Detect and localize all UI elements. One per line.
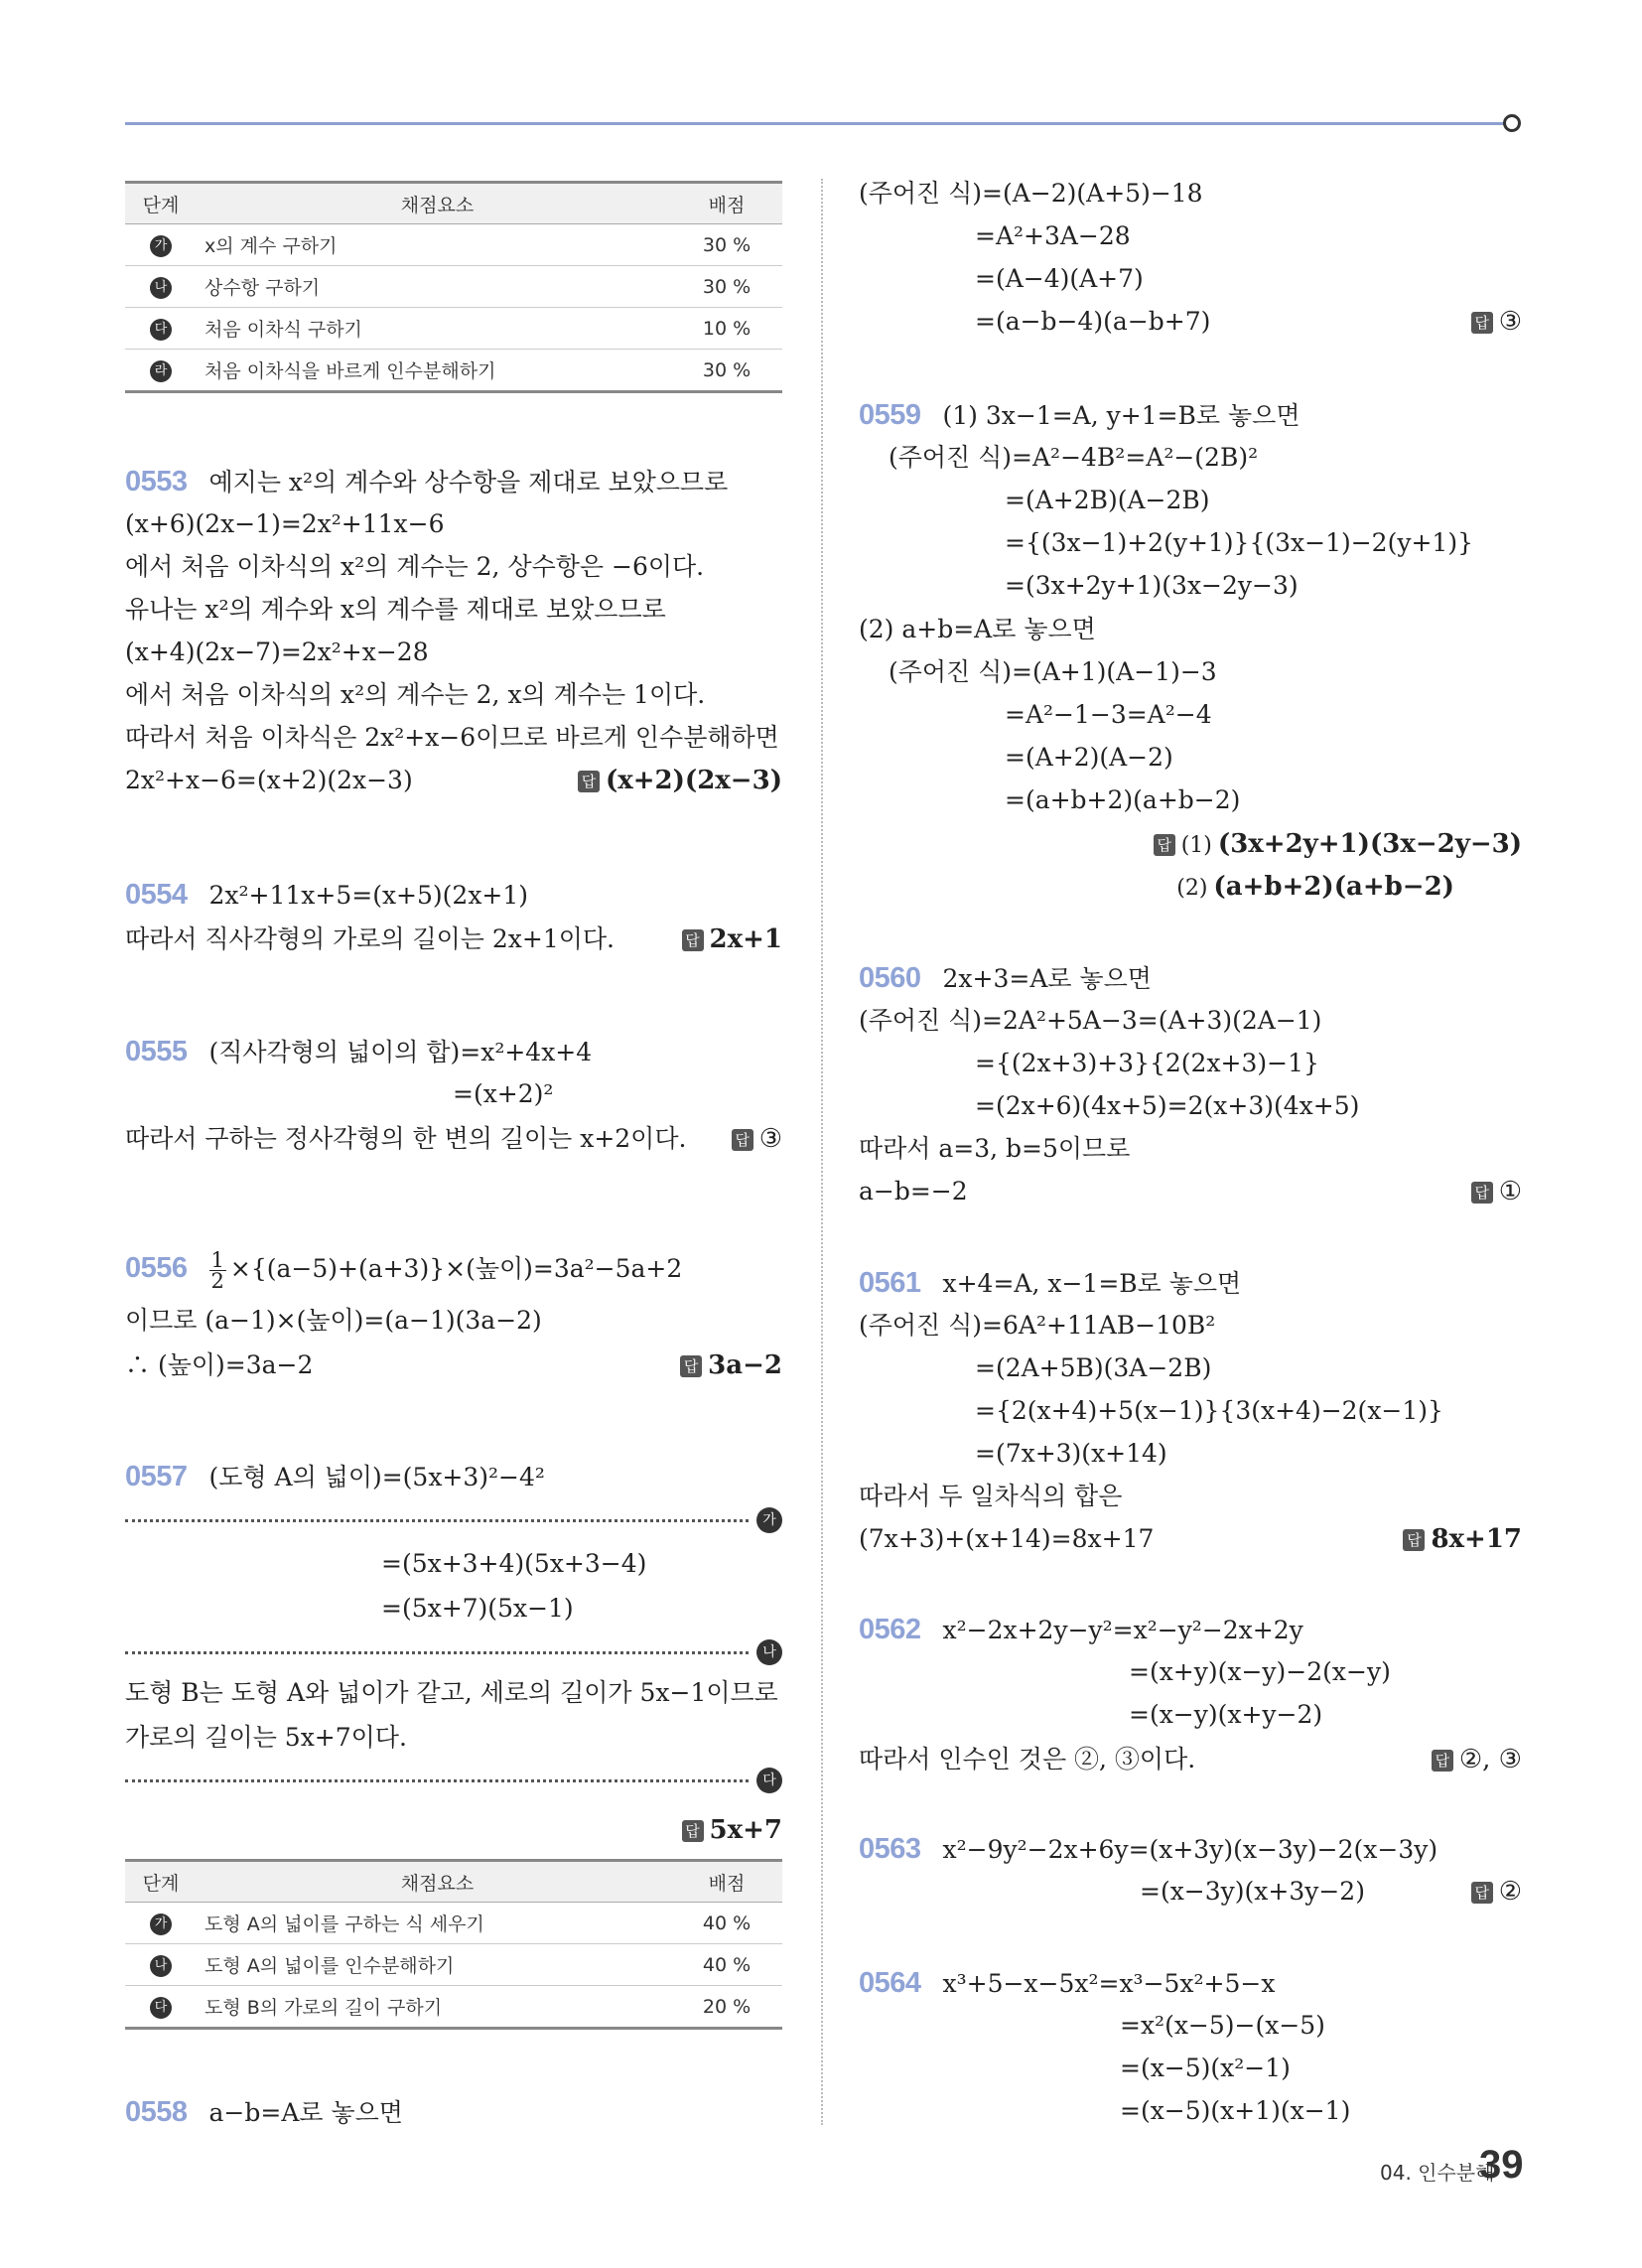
problem-number: 0558: [125, 2096, 188, 2128]
table-cell: 상수항 구하기: [197, 266, 671, 308]
problem-0564-line: 0564 x³+5−x−5x²=x³−5x²+5−x: [859, 1967, 1276, 1999]
problem-0553-line: 에서 처음 이차식의 x²의 계수는 2, x의 계수는 1이다.: [125, 680, 706, 709]
problem-0560-line: 0560 2x+3=A로 놓으면: [859, 962, 1152, 994]
problem-0556-line: 이므로 (a−1)×(높이)=(a−1)(3a−2): [125, 1306, 542, 1335]
problem-0560-line: (주어진 식)=2A²+5A−3=(A+3)(2A−1): [859, 1006, 1322, 1035]
table-row: [125, 350, 782, 392]
answer-mark-icon: 답: [1471, 312, 1493, 334]
table-header: 단계: [125, 1861, 197, 1903]
step-badge: 가: [150, 235, 172, 257]
problem-0559-line: 0559 (1) 3x−1=A, y+1=B로 놓으면: [859, 399, 1300, 431]
problem-0559-line: =(3x+2y+1)(3x−2y−3): [1005, 571, 1299, 600]
problem-0557-line: 도형 B는 도형 A와 넓이가 같고, 세로의 길이가 5x−1이므로: [125, 1678, 778, 1707]
table-row: [125, 224, 782, 266]
problem-0555-line: 따라서 구하는 정사각형의 한 변의 길이는 x+2이다.: [125, 1124, 687, 1153]
problem-0553-line: 에서 처음 이차식의 x²의 계수는 2, 상수항은 −6이다.: [125, 552, 705, 581]
answer-mark-icon: 답: [682, 1820, 704, 1842]
problem-number: 0563: [859, 1833, 921, 1865]
problem-number: 0556: [125, 1252, 188, 1284]
problem-0559-line: =(a+b+2)(a+b−2): [1005, 785, 1241, 814]
table-cell: 도형 A의 넓이를 인수분해하기: [197, 1944, 671, 1986]
step-badge: 다: [150, 319, 172, 341]
problem-number: 0562: [859, 1614, 921, 1645]
problem-number: 0559: [859, 399, 921, 431]
problem-0560-line: a−b=−2: [859, 1177, 968, 1205]
problem-0562-line: =(x+y)(x−y)−2(x−y): [1129, 1657, 1391, 1686]
problem-0562-line: =(x−y)(x+y−2): [1129, 1700, 1323, 1729]
dotted-divider: [125, 1519, 749, 1522]
answer-0556: 답 3a−2: [680, 1348, 782, 1382]
problem-0557-line: 가로의 길이는 5x+7이다.: [125, 1723, 407, 1752]
problem-0561-line: =(7x+3)(x+14): [975, 1439, 1167, 1468]
problem-0553-line: 따라서 처음 이차식은 2x²+x−6이므로 바르게 인수분해하면: [125, 723, 779, 752]
answer-0559-1: 답 (1) (3x+2y+1)(3x−2y−3): [1154, 827, 1522, 863]
answer-0555: 답 ③: [732, 1122, 782, 1156]
problem-0562-line: 따라서 인수인 것은 ②, ③이다.: [859, 1745, 1196, 1773]
problem-0553-line: (x+6)(2x−1)=2x²+11x−6: [125, 509, 445, 538]
problem-0558-line: =A²+3A−28: [975, 221, 1131, 250]
table-cell: 30 %: [671, 350, 782, 392]
problem-0556-line: 0556 $\frac{1}{2}$ ×{(a−5)+(a+3)}×(높이)=3a²−5a+2: [125, 1248, 683, 1293]
problem-0559-line: =A²−1−3=A²−4: [1005, 700, 1212, 729]
page-number: 39: [1479, 2143, 1524, 2187]
table-cell: 10 %: [671, 308, 782, 350]
problem-0563-line: 0563 x²−9y²−2x+6y=(x+3y)(x−3y)−2(x−3y): [859, 1833, 1438, 1865]
problem-0554-line: 0554 2x²+11x+5=(x+5)(2x+1): [125, 879, 529, 911]
problem-0559-line: =(A+2B)(A−2B): [1005, 486, 1210, 514]
problem-0559-line: (주어진 식)=A²−4B²=A²−(2B)²: [889, 443, 1259, 472]
table-row: [125, 1944, 782, 1986]
answer-0563: 답 ②: [1471, 1875, 1522, 1909]
answer-mark-icon: 답: [1471, 1182, 1493, 1204]
table-cell: 40 %: [671, 1944, 782, 1986]
problem-0557-line: 0557 (도형 A의 넓이)=(5x+3)²−4²: [125, 1461, 545, 1492]
problem-0553-line: 0553 예지는 x²의 계수와 상수항을 제대로 보았으므로: [125, 466, 729, 497]
table-cell: 30 %: [671, 266, 782, 308]
table-cell: 40 %: [671, 1903, 782, 1944]
dotted-divider: [125, 1779, 749, 1782]
problem-number: 0564: [859, 1967, 921, 1999]
step-badge: 가: [150, 1914, 172, 1935]
step-badge: 가: [756, 1507, 782, 1533]
step-badge: 나: [150, 1955, 172, 1977]
answer-mark-icon: 답: [1432, 1750, 1453, 1772]
answer-0558: 답 ③: [1471, 305, 1522, 339]
problem-0561-line: 따라서 두 일차식의 합은: [859, 1482, 1123, 1510]
problem-0558-line: =(a−b−4)(a−b+7): [975, 307, 1211, 336]
answer-mark-icon: 답: [1471, 1882, 1493, 1904]
header-rule-end-dot: [1503, 114, 1521, 132]
answer-mark-icon: 답: [1403, 1529, 1425, 1551]
column-divider: [821, 179, 823, 2125]
table-row: [125, 1903, 782, 1944]
problem-0561-line: =(2A+5B)(3A−2B): [975, 1353, 1212, 1382]
problem-0554-line: 따라서 직사각형의 가로의 길이는 2x+1이다.: [125, 924, 615, 953]
problem-0553-line: (x+4)(2x−7)=2x²+x−28: [125, 638, 429, 666]
problem-0561-line: (주어진 식)=6A²+11AB−10B²: [859, 1311, 1216, 1340]
step-badge: 다: [756, 1768, 782, 1793]
problem-0558-line: =(A−4)(A+7): [975, 264, 1144, 293]
problem-0558-line: (주어진 식)=(A−2)(A+5)−18: [859, 179, 1203, 208]
problem-0559-line: ={(3x−1)+2(y+1)}{(3x−1)−2(y+1)}: [1005, 528, 1473, 557]
step-badge: 나: [150, 277, 172, 299]
table-header: 단계: [125, 183, 197, 224]
problem-0564-line: =(x−5)(x²−1): [1120, 2054, 1291, 2082]
answer-mark-icon: 답: [1154, 834, 1175, 856]
table-cell: x의 계수 구하기: [197, 224, 671, 266]
scoring-table-1: [125, 181, 782, 393]
answer-0560: 답 ①: [1471, 1175, 1522, 1208]
problem-0559-line: (주어진 식)=(A+1)(A−1)−3: [889, 657, 1217, 686]
problem-0561-line: ={2(x+4)+5(x−1)}{3(x+4)−2(x−1)}: [975, 1396, 1443, 1425]
problem-0559-line: =(A+2)(A−2): [1005, 743, 1173, 772]
table-row: [125, 266, 782, 308]
answer-mark-icon: 답: [732, 1129, 753, 1151]
table-header: 배점: [671, 183, 782, 224]
problem-0558-line: 0558 a−b=A로 놓으면: [125, 2096, 403, 2128]
problem-0557-line: =(5x+3+4)(5x+3−4): [381, 1549, 647, 1578]
table-cell: 30 %: [671, 224, 782, 266]
table-cell: 도형 B의 가로의 길이 구하기: [197, 1986, 671, 2029]
problem-0561-line: (7x+3)+(x+14)=8x+17: [859, 1524, 1155, 1553]
table-cell: 처음 이차식을 바르게 인수분해하기: [197, 350, 671, 392]
problem-0560-line: =(2x+6)(4x+5)=2(x+3)(4x+5): [975, 1091, 1360, 1120]
problem-0560-line: ={(2x+3)+3}{2(2x+3)−1}: [975, 1049, 1319, 1077]
answer-0559-2: (2) (a+b+2)(a+b−2): [1176, 872, 1454, 902]
problem-number: 0560: [859, 962, 921, 994]
problem-0561-line: 0561 x+4=A, x−1=B로 놓으면: [859, 1267, 1242, 1299]
header-rule: [125, 122, 1512, 125]
problem-0564-line: =x²(x−5)−(x−5): [1120, 2011, 1325, 2040]
answer-0561: 답 8x+17: [1403, 1522, 1522, 1556]
table-header: 채점요소: [197, 1861, 671, 1903]
answer-0562: 답 ②, ③: [1432, 1743, 1522, 1776]
problem-0560-line: 따라서 a=3, b=5이므로: [859, 1134, 1131, 1163]
step-badge: 다: [150, 1997, 172, 2019]
answer-mark-icon: 답: [682, 929, 704, 951]
table-row: [125, 1986, 782, 2029]
problem-0562-line: 0562 x²−2x+2y−y²=x²−y²−2x+2y: [859, 1614, 1303, 1645]
problem-0564-line: =(x−5)(x+1)(x−1): [1120, 2096, 1351, 2125]
scoring-table-2: [125, 1859, 782, 2030]
table-cell: 처음 이차식 구하기: [197, 308, 671, 350]
problem-0555-line: 0555 (직사각형의 넓이의 합)=x²+4x+4: [125, 1036, 593, 1067]
problem-0553-line: 2x²+x−6=(x+2)(2x−3): [125, 766, 413, 794]
answer-0554: 답 2x+1: [682, 922, 782, 956]
problem-number: 0561: [859, 1267, 921, 1299]
footer-section-title: 04. 인수분해: [1380, 2161, 1495, 2185]
problem-0556-line: ∴ (높이)=3a−2: [125, 1350, 314, 1379]
problem-0555-line: =(x+2)²: [453, 1079, 554, 1108]
fraction-one-half: $\frac{1}{2}$: [210, 1248, 224, 1293]
problem-number: 0557: [125, 1461, 188, 1492]
table-cell: 도형 A의 넓이를 구하는 식 세우기: [197, 1903, 671, 1944]
problem-number: 0554: [125, 879, 188, 911]
table-row: [125, 308, 782, 350]
step-badge: 라: [150, 360, 172, 382]
problem-number: 0555: [125, 1036, 188, 1067]
problem-0559-line: (2) a+b=A로 놓으면: [859, 615, 1096, 643]
problem-0553-line: 유나는 x²의 계수와 x의 계수를 제대로 보았으므로: [125, 595, 666, 624]
answer-0557: 답 5x+7: [682, 1813, 782, 1847]
table-header: 채점요소: [197, 183, 671, 224]
table-header: 배점: [671, 1861, 782, 1903]
answer-0553: 답 (x+2)(2x−3): [578, 764, 782, 797]
table-cell: 20 %: [671, 1986, 782, 2029]
dotted-divider: [125, 1651, 749, 1654]
step-badge: 나: [756, 1639, 782, 1665]
problem-0557-line: =(5x+7)(5x−1): [381, 1594, 574, 1623]
problem-number: 0553: [125, 466, 188, 497]
problem-0563-line: =(x−3y)(x+3y−2): [1140, 1877, 1365, 1906]
answer-mark-icon: 답: [578, 771, 600, 792]
answer-mark-icon: 답: [680, 1355, 702, 1377]
